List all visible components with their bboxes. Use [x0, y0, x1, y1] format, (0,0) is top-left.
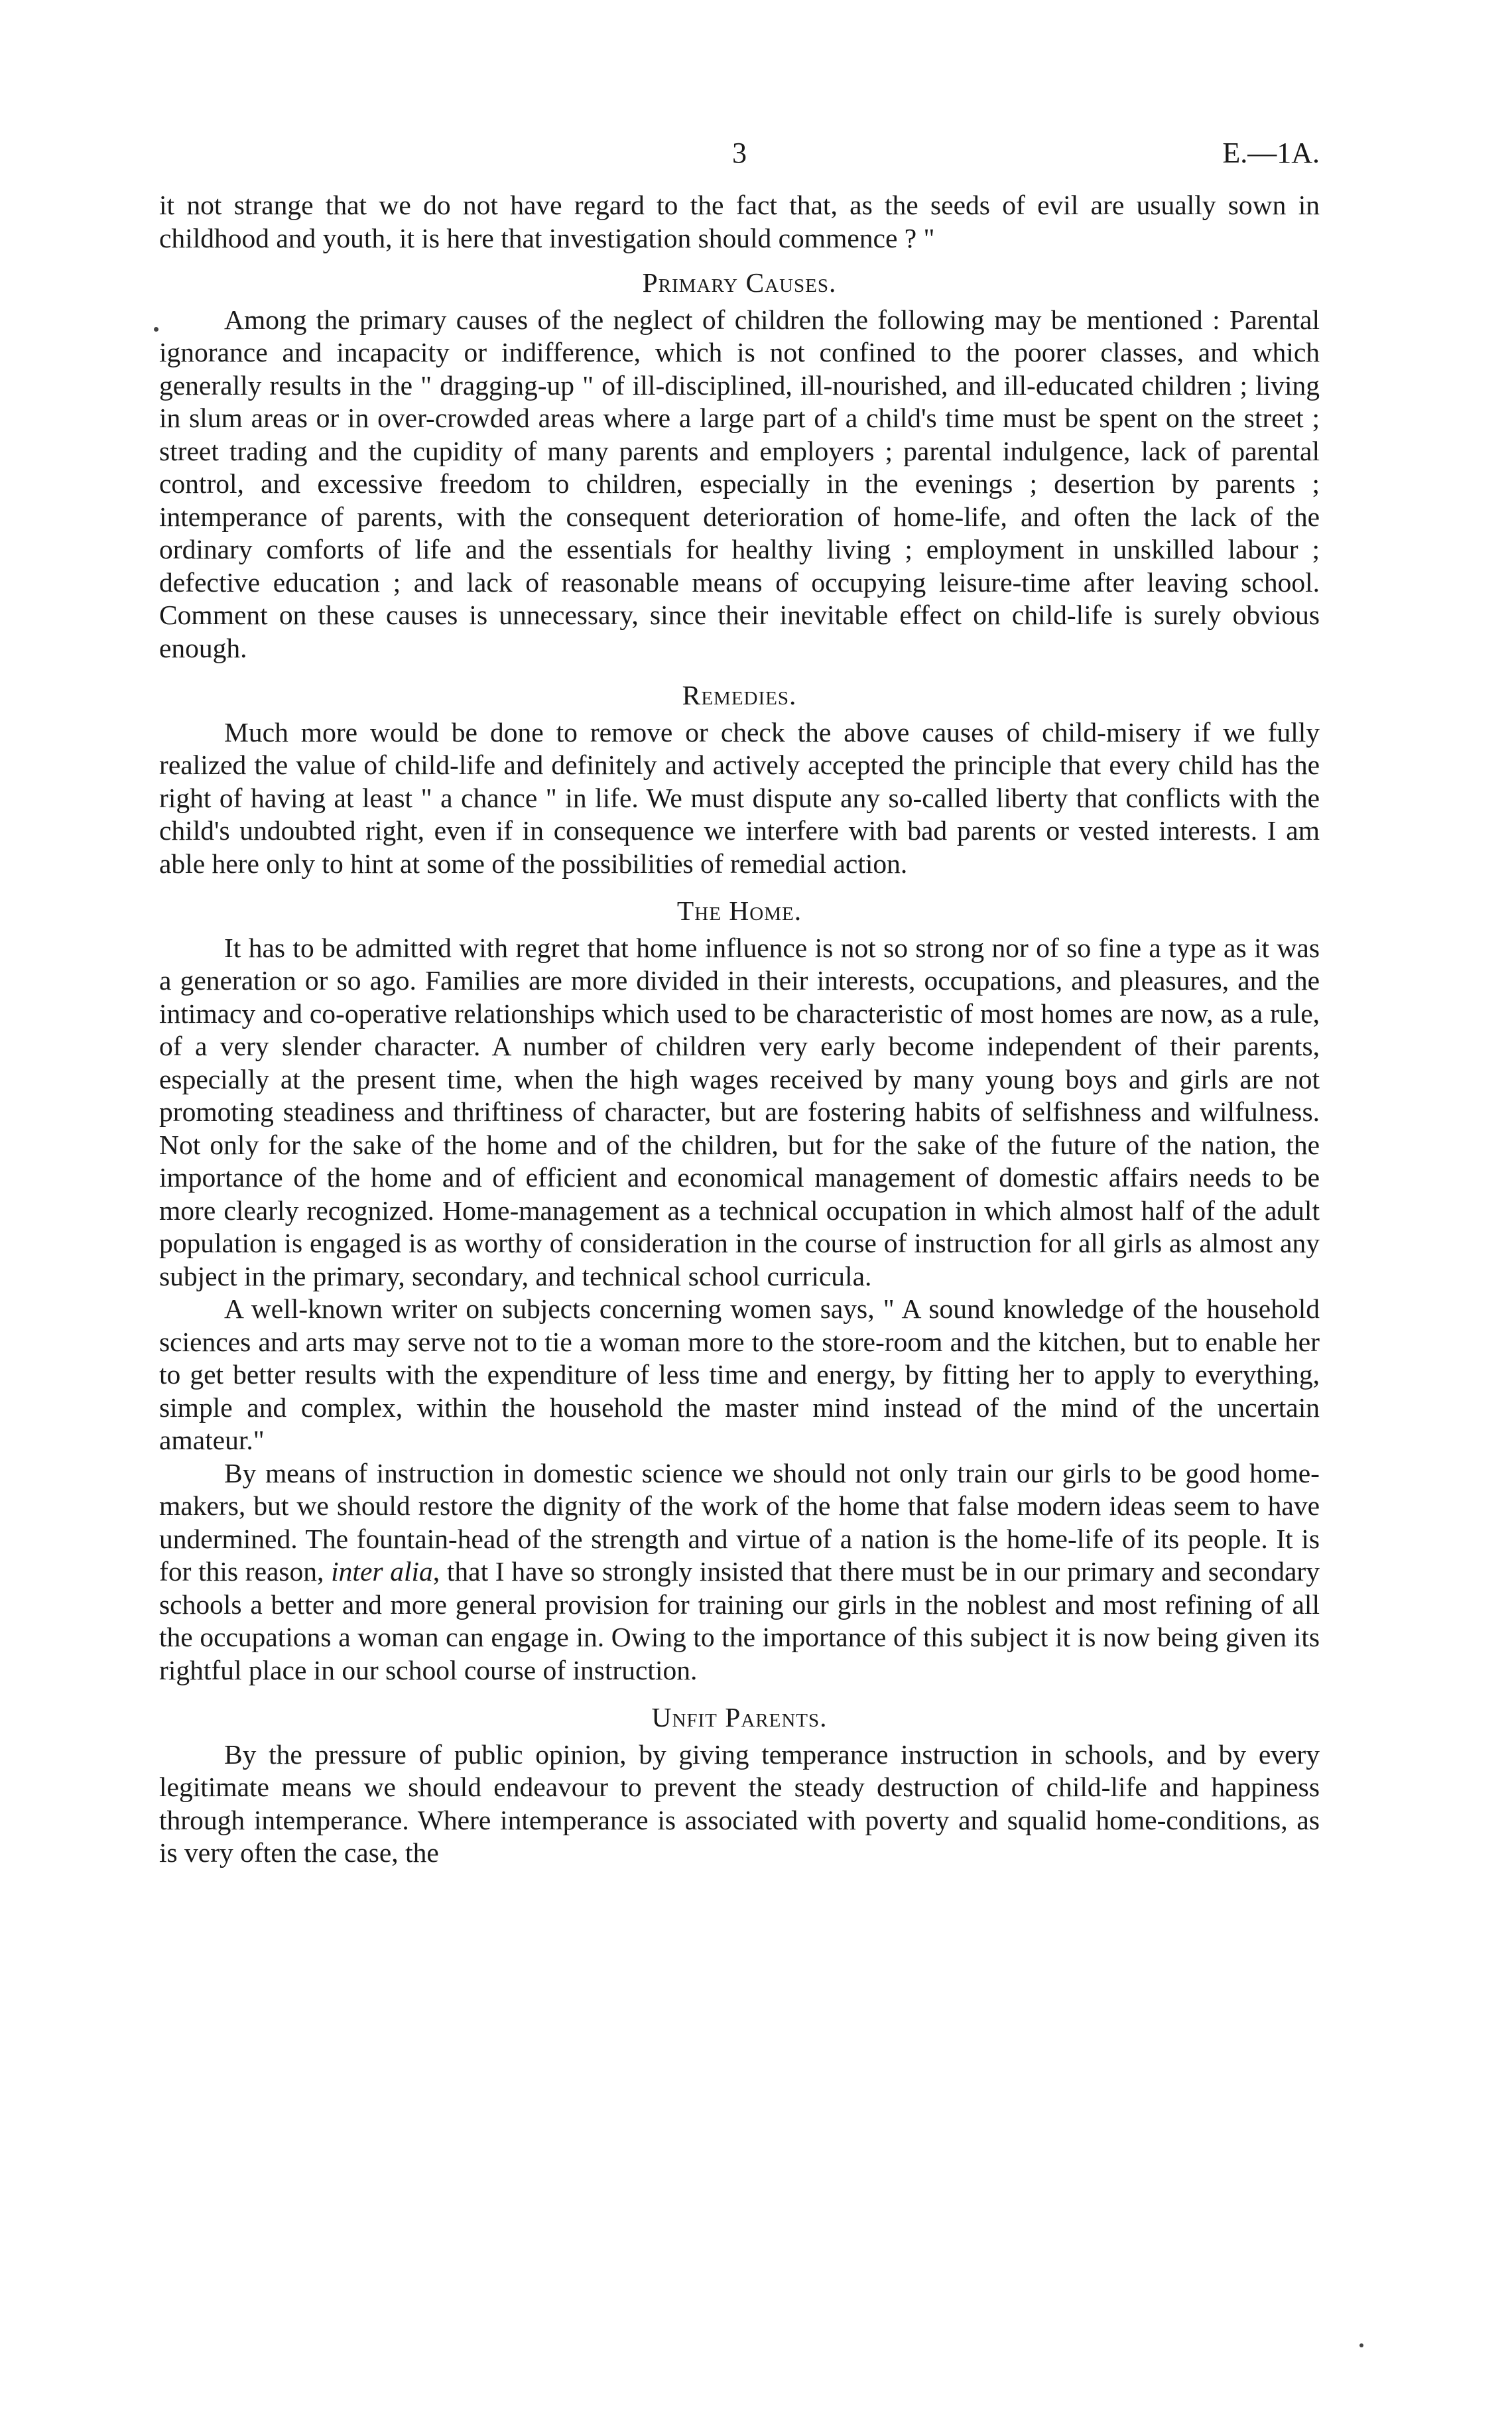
paragraph-home-3-part-2: , that I have so strongly insisted that there must be in our primary and secondary schools a better and more general provision for training our girls in the noblest and most refining of all the occupations a woman can engage in. Owing to the importance of this subject it is now being given its rightful place in our school course of instruction.	[159, 1556, 1320, 1685]
paragraph-home-2: A well-known writer on subjects concerning women says, " A sound knowledge of the household sciences and arts may serve not to tie a woman more to the store-room and the kitchen, but to enable her to get better results with the expenditure of less time and energy, by fitting her to apply to everything, simple and complex, within the household the master mind instead of the mind of the uncertain amateur."	[159, 1293, 1320, 1455]
page-header	[159, 136, 1320, 176]
stray-dot-mark	[1359, 2343, 1363, 2347]
section-heading-the-home: The Home.	[676, 895, 802, 926]
paragraph-home-3	[159, 1457, 1320, 1687]
section-heading-primary-causes: Primary Causes.	[642, 267, 837, 298]
page-body	[159, 189, 1320, 1870]
section-heading-remedies: Remedies.	[682, 680, 797, 710]
paragraph-remedies: Much more would be done to remove or check the above causes of child-misery if we fully realized the value of child-life and definitely and actively accepted the principle that every child has the right of having at least " a chance " in life. We must dispute any so-called liberty that conflicts with the child's undoubted right, even if in consequence we interfere with bad parents or vested interests. I am able here only to hint at some of the possibilities of remedial action.	[159, 716, 1320, 879]
document-page	[159, 136, 1320, 1870]
stray-dot-mark	[154, 327, 158, 332]
page-number: 3	[732, 137, 747, 169]
document-reference: E.—1A.	[1222, 137, 1320, 169]
paragraph-home-1: It has to be admitted with regret that home influence is not so strong nor of so fine a type as it was a generation or so ago. Families are more divided in their interests, occupations, and pleasures, and the intimacy and co-operative relationships which used to be characteristic of most homes are now, as a rule, of a very slender character. A number of children very early become independent of their parents, especially at the present time, when the high wages received by many young boys and girls are not promoting steadiness and thriftiness of character, but are fostering habits of selfishness and wilfulness. Not only for the sake of the home and of the children, but for the sake of the future of the nation, the importance of the home and of efficient and economical management of domestic affairs needs to be more clearly recognized. Home-management as a technical occupation in which almost half of the adult population is engaged is as worthy of consideration in the course of instruction for all girls as almost any subject in the primary, secondary, and technical school curricula.	[159, 932, 1320, 1291]
continued-paragraph: it not strange that we do not have regard to the fact that, as the seeds of evil are usually sown in childhood and youth, it is here that investigation should commence ? "	[159, 190, 1320, 253]
latin-phrase-inter-alia: inter alia	[331, 1556, 433, 1587]
paragraph-unfit-parents: By the pressure of public opinion, by giving temperance instruction in schools, and by every legitimate means we should endeavour to prevent the steady destruction of child-life and happiness through intemperance. Where intemperance is associated with poverty and squalid home-conditions, as is very often the case, the	[159, 1738, 1320, 1868]
section-heading-unfit-parents: Unfit Parents.	[651, 1702, 828, 1733]
paragraph-primary-causes: Among the primary causes of the neglect of children the following may be mentioned : Parental ignorance and incapacity or indifference, which is not confined to the poorer classes, and which generally results in the " dragging-up " of ill-disciplined, ill-nourished, and ill-educated children ; living in slum areas or in over-crowded areas where a large part of a child's time must be spent on the street ; street trading and the cupidity of many parents and employers ; parental indulgence, lack of parental control, and excessive freedom to children, especially in the evenings ; desertion by parents ; intemperance of parents, with the consequent deterioration of home-life, and often the lack of the ordinary comforts of life and the essentials for healthy living ; employment in unskilled labour ; defective education ; and lack of reasonable means of occupying leisure-time after leaving school. Comment on these causes is unnecessary, since their inevitable effect on child-life is surely obvious enough.	[159, 304, 1320, 663]
paragraph-home-3-part-1: By means of instruction in domestic science we should not only train our girls to be good home-makers, but we should restore the dignity of the work of the home that false modern ideas seem to have undermined. The fountain-head of the strength and virtue of a nation is the home-life of its people. It is for this reason,	[159, 1457, 1320, 1587]
